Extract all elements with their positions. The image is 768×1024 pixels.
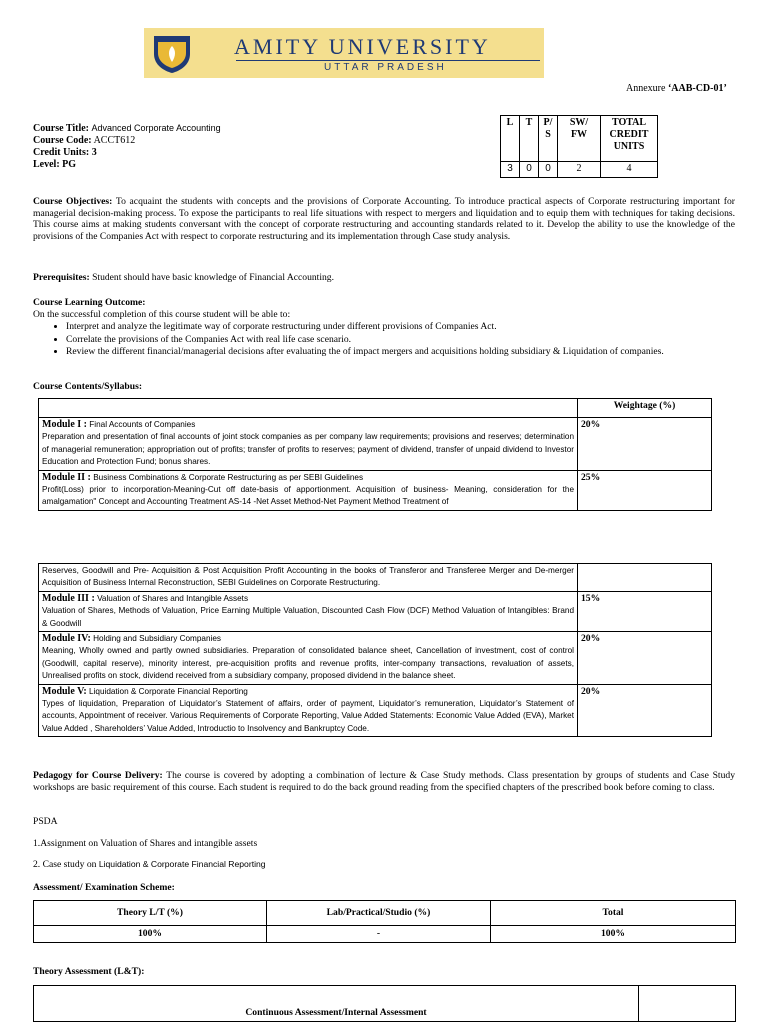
level-value: PG: [62, 159, 77, 170]
module-2-desc: Profit(Loss) prior to incorporation-Meaning-Cut off date-basis of apportionment. Acquisition of business- Meaning, consideration for the amalgamation" Concept and Accounting Treatment AS-14 -Net Asset Method-Net Payment Method Treatment of: [42, 485, 574, 507]
module-4-desc: Meaning, Wholly owned and partly owned subsidiaries. Preparation of consolidated balance sheet, Cancellation of investment, cost of control (Goodwill, capital reserve), minority interest, pre-acquisition profits and revenue profits, inter-company transactions, revaluation of assets, Unrealised profits on stock, dividend received from a subsidiary company, proposed dividend in the balance sheet.: [42, 646, 574, 681]
credit-header-t: T: [520, 116, 539, 162]
module-2-weight: 25%: [578, 470, 712, 510]
assessment-value-theory: 100%: [34, 926, 267, 943]
psda-item-2-topic: Liquidation & Corporate Financial Reporting: [98, 859, 266, 869]
assessment-header-total: Total: [491, 901, 736, 926]
assessment-value-lab: -: [267, 926, 491, 943]
outcome-list: [48, 321, 754, 359]
prerequisites-label: Prerequisites:: [33, 272, 90, 283]
table-row: [39, 632, 712, 685]
credit-header-l: L: [501, 116, 520, 162]
crest-icon: [150, 32, 194, 74]
table-row: [34, 901, 736, 926]
module-4-name: Holding and Subsidiary Companies: [93, 634, 221, 644]
credit-table: [500, 115, 658, 178]
theory-assessment-title: Theory Assessment (L&T):: [33, 966, 145, 977]
course-title-value: Advanced Corporate Accounting: [91, 123, 221, 133]
credit-value-l: 3: [501, 162, 520, 178]
assessment-value-total: 100%: [491, 926, 736, 943]
weightage-header: Weightage (%): [578, 399, 712, 418]
syllabus-table-part2: [38, 563, 712, 737]
table-row: [39, 399, 712, 418]
table-row: [39, 564, 712, 592]
credit-value-t: 0: [520, 162, 539, 178]
prerequisites-text: Student should have basic knowledge of Financial Accounting.: [92, 272, 335, 283]
syllabus-table-part1: [38, 398, 712, 511]
credit-value-total: 4: [601, 162, 658, 178]
module-3-name: Valuation of Shares and Intangible Assets: [97, 593, 249, 603]
module-3-desc: Valuation of Shares, Methods of Valuation, Price Earning Multiple Valuation, Discounted Cash Flow (DCF) Method Valuation of Intangibles: Brand & Goodwill: [42, 606, 574, 628]
course-title-line: Course Title: Advanced Corporate Accounting: [33, 123, 221, 134]
module-2-name: Business Combinations & Corporate Restructuring as per SEBI Guidelines: [93, 472, 364, 482]
assessment-header-theory: Theory L/T (%): [34, 901, 267, 926]
logo-divider: [236, 60, 540, 61]
outcome-title: Course Learning Outcome:: [33, 297, 146, 308]
module-2-continued: Reserves, Goodwill and Pre- Acquisition & Post Acquisition Profit Accounting in the books of Transferor and Transferee Merger and De-merger Acquisition of Business Internal Reconstruction, SEBI Guidelines on Corporate Restructuring.: [39, 564, 578, 592]
assessment-header-lab: Lab/Practical/Studio (%): [267, 901, 491, 926]
module-1-label: Module I :: [42, 419, 87, 430]
module-1-name: Final Accounts of Companies: [89, 420, 196, 429]
annexure-code: ‘AAB-CD-01’: [667, 83, 727, 94]
objectives-label: Course Objectives:: [33, 196, 113, 207]
annexure-label: Annexure ‘AAB-CD-01’: [626, 83, 727, 94]
module-5-desc: Types of liquidation, Preparation of Liquidator’s Statement of affairs, order of payment, Liquidator’s remuneration, Liquidator’s Statement of accounts, Appointment of receiver. Various Requirements of Corporate Reporting, Value Added Statements: Economic Value Added (EVA), Market Value Added , Shareholders’ Value Added, Introductio to Insolvency and Bankruptcy Code.: [42, 699, 574, 733]
table-row: [39, 684, 712, 737]
module-5: [39, 684, 578, 737]
module-3: [39, 591, 578, 631]
module-1-weight: 20%: [578, 418, 712, 471]
table-row: [39, 470, 712, 510]
module-3-weight: 15%: [578, 591, 712, 631]
pedagogy-text: The course is covered by adopting a combination of lecture & Case Study methods. Class presentation by groups of students and Case Study workshops are basic requirement of this course. Each student is required to do the back ground reading from the specified chapters of the prescribed book before coming to class.: [33, 770, 735, 793]
module-3-label: Module III :: [42, 592, 95, 604]
module-1-desc: Preparation and presentation of final accounts of joint stock companies as per company law requirements; provisions and reserves; determination of managerial remuneration; appropriation out of profits; transfer of profits to reserves; payment of dividend, transfer of unpaid dividend to Investor Education and Protection Fund; bonus shares.: [42, 432, 574, 467]
theory-assessment-table: [33, 985, 736, 1022]
university-name: AMITY UNIVERSITY: [234, 34, 491, 59]
course-code-line: Course Code: ACCT612: [33, 135, 136, 146]
assessment-table: [33, 900, 736, 943]
module-5-weight: 20%: [578, 684, 712, 737]
psda-item-1: 1.Assignment on Valuation of Shares and intangible assets: [33, 838, 258, 849]
syllabus-title: Course Contents/Syllabus:: [33, 381, 143, 392]
credit-header-total: TOTAL CREDIT UNITS: [601, 116, 658, 162]
psda-item-2: 2. Case study on Liquidation & Corporate Financial Reporting: [33, 859, 266, 870]
table-row: [39, 418, 712, 471]
list-item: • Interpret and analyze the legitimate way of corporate restructuring under different provisions of Companies Act.: [66, 321, 754, 333]
credit-value-swfw: 2: [558, 162, 601, 178]
table-row: [34, 986, 736, 1022]
psda-title: PSDA: [33, 816, 58, 827]
module-2: [39, 470, 578, 510]
module-1: [39, 418, 578, 471]
module-2-label: Module II :: [42, 471, 91, 483]
assessment-title: Assessment/ Examination Scheme:: [33, 882, 175, 893]
list-item: • Correlate the provisions of the Companies Act with real life case scenario.: [66, 334, 754, 346]
module-5-label: Module V:: [42, 685, 87, 697]
table-row: [39, 591, 712, 631]
course-code-value: ACCT612: [93, 135, 136, 146]
pedagogy: [33, 770, 735, 793]
objectives-text: To acquaint the students with concepts and the provisions of Corporate Accounting. To introduce practical aspects of Corporate restructuring important for managerial decision-making process. To expose the participants to real life situations with respect to mergers and liquidation and to equip them with techniques for taking decisions. This course aims at making students conversant with the concept of corporate restructuring and accounting standards related to it. Develop the ability to use the knowledge of the provisions of the Companies Act with respect to corporate restructuring and its implementation through Case study analysis.: [33, 196, 735, 243]
level-line: Level: PG: [33, 159, 77, 170]
module-4-weight: 20%: [578, 632, 712, 685]
module-4: [39, 632, 578, 685]
course-objectives: [33, 196, 735, 243]
credit-header-ps: P/ S: [539, 116, 558, 162]
continuous-assessment-header: Continuous Assessment/Internal Assessment: [34, 986, 639, 1022]
university-subtitle: UTTAR PRADESH: [324, 62, 447, 73]
prerequisites: [33, 272, 334, 284]
pedagogy-label: Pedagogy for Course Delivery:: [33, 770, 163, 781]
outcome-lead: On the successful completion of this course student will be able to:: [33, 309, 291, 320]
credit-units-line: Credit Units: 3: [33, 147, 97, 158]
credit-header-swfw: SW/ FW: [558, 116, 601, 162]
list-item: • Review the different financial/managerial decisions after evaluating the of impact mergers and acquisitions holding subsidiary & Liquidation of companies.: [66, 346, 754, 358]
course-info: [33, 122, 221, 171]
university-logo: [144, 28, 544, 78]
credit-value-ps: 0: [539, 162, 558, 178]
module-4-label: Module IV:: [42, 633, 91, 645]
table-row: [34, 926, 736, 943]
module-5-name: Liquidation & Corporate Financial Reporting: [89, 686, 248, 696]
